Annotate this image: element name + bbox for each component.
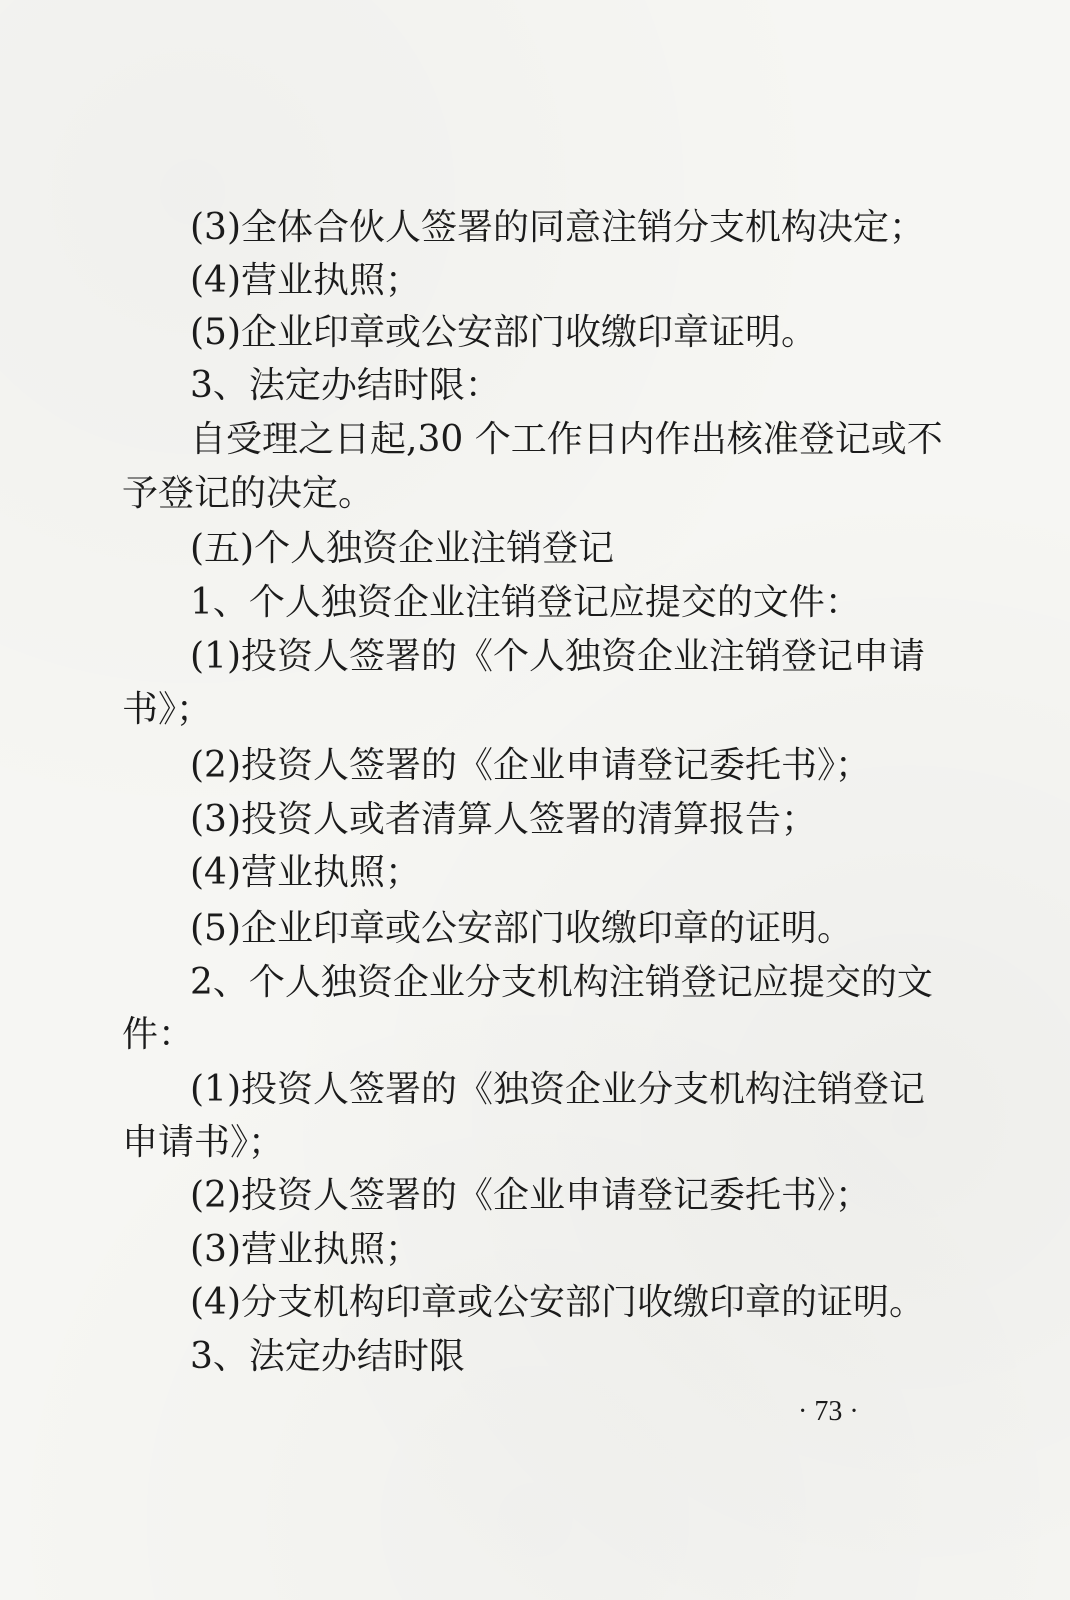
requirement-item-line: (3)全体合伙人签署的同意注销分支机构决定；: [190, 207, 925, 248]
section-heading: (五)个人独资企业注销登记: [190, 528, 615, 569]
section-subheading: 3、法定办结时限：: [190, 365, 501, 406]
requirement-item-line: (1)投资人签署的《个人独资企业注销登记申请: [190, 636, 925, 677]
requirement-item-line: (5)企业印章或公安部门收缴印章的证明。: [190, 908, 853, 949]
paragraph-line: 自受理之日起,30 个工作日内作出核准登记或不: [190, 419, 943, 460]
requirement-item-continuation-line: 书》；: [122, 689, 213, 730]
requirement-item-line: (5)企业印章或公安部门收缴印章证明。: [190, 312, 817, 353]
requirement-item-line: (2)投资人签署的《企业申请登记委托书》；: [190, 1175, 871, 1216]
section-subheading: 1、个人独资企业注销登记应提交的文件：: [190, 582, 861, 623]
requirement-item-continuation-line: 申请书》；: [122, 1122, 285, 1163]
paragraph-continuation-line: 予登记的决定。: [122, 473, 375, 514]
requirement-item-line: (2)投资人签署的《企业申请登记委托书》；: [190, 745, 871, 786]
requirement-item-line: (3)营业执照；: [190, 1229, 421, 1270]
section-subheading: 3、法定办结时限: [190, 1336, 465, 1377]
requirement-item-line: (3)投资人或者清算人签署的清算报告；: [190, 799, 817, 840]
requirement-item-line: (4)营业执照；: [190, 260, 421, 301]
requirement-item-line: (1)投资人签署的《独资企业分支机构注销登记: [190, 1069, 925, 1110]
requirement-item-line: (4)分支机构印章或公安部门收缴印章的证明。: [190, 1282, 925, 1323]
requirement-item-line: (4)营业执照；: [190, 852, 421, 893]
page-number: · 73 ·: [798, 1396, 859, 1427]
section-subheading: 2、个人独资企业分支机构注销登记应提交的文: [190, 962, 933, 1003]
section-subheading-continuation: 件：: [122, 1014, 195, 1055]
